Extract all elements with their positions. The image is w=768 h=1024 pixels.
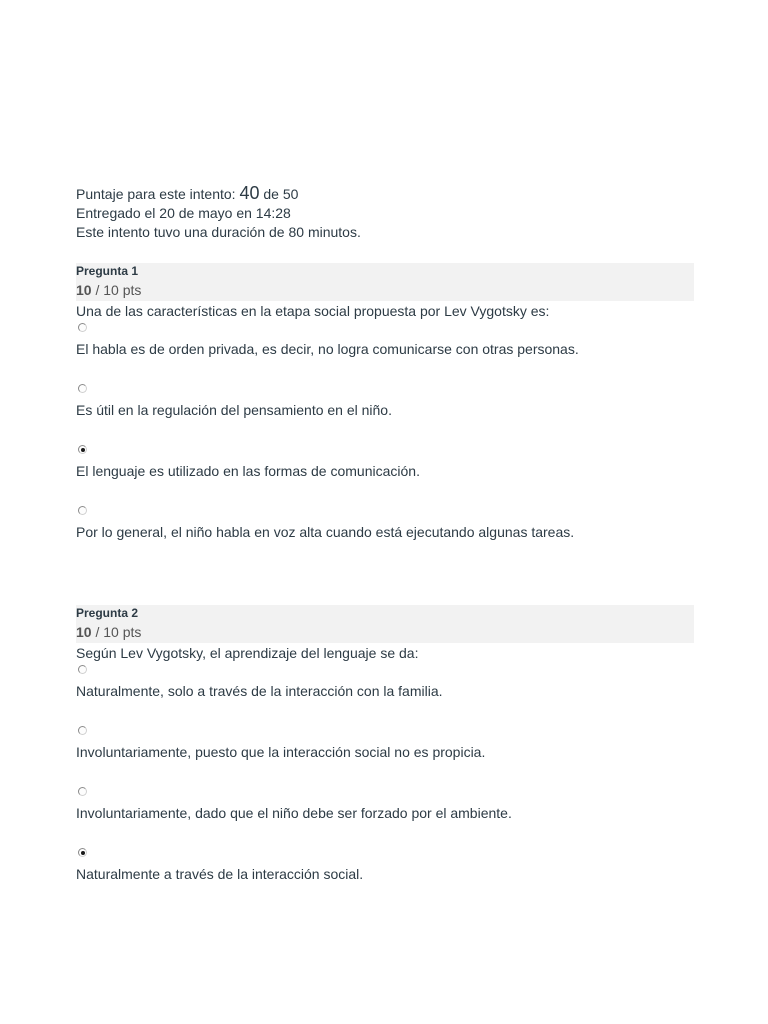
radio-button-selected[interactable] [78, 848, 87, 857]
answer-option[interactable] [76, 503, 694, 564]
radio-button[interactable] [78, 506, 87, 515]
points-possible: / 10 pts [95, 282, 142, 298]
radio-button[interactable] [78, 665, 87, 674]
answer-option[interactable] [76, 784, 694, 845]
radio-button[interactable] [78, 323, 87, 332]
score-line [76, 184, 694, 204]
score-value: 40 [239, 183, 260, 203]
score-total: de 50 [263, 186, 299, 202]
question-title: Pregunta 1 [76, 264, 139, 278]
question-2 [76, 605, 694, 906]
question-points [76, 624, 141, 640]
submitted-line: Entregado el 20 de mayo en 14:28 [76, 205, 291, 221]
radio-button[interactable] [78, 726, 87, 735]
answer-option[interactable] [76, 381, 694, 442]
answer-text: Es útil en la regulación del pensamiento en el niño. [76, 402, 392, 418]
radio-button[interactable] [78, 787, 87, 796]
answer-option-selected[interactable] [76, 845, 694, 906]
answer-text: Por lo general, el niño habla en voz alta cuando está ejecutando algunas tareas. [76, 524, 575, 540]
answer-text: Naturalmente, solo a través de la interacción con la familia. [76, 683, 443, 699]
answer-text: El habla es de orden privada, es decir, no logra comunicarse con otras personas. [76, 341, 579, 357]
question-text: Una de las características en la etapa social propuesta por Lev Vygotsky es: [76, 303, 550, 319]
radio-button-selected[interactable] [78, 445, 87, 454]
points-earned: 10 [76, 624, 92, 640]
radio-button[interactable] [78, 384, 87, 393]
question-header [76, 263, 694, 301]
points-possible: / 10 pts [95, 624, 142, 640]
answer-text: Involuntariamente, dado que el niño debe ser forzado por el ambiente. [76, 805, 512, 821]
question-header [76, 605, 694, 643]
answer-option[interactable] [76, 662, 694, 723]
points-earned: 10 [76, 282, 92, 298]
answer-text: El lenguaje es utilizado en las formas de comunicación. [76, 463, 420, 479]
answer-option[interactable] [76, 723, 694, 784]
question-points [76, 282, 141, 298]
question-title: Pregunta 2 [76, 606, 139, 620]
answer-option-selected[interactable] [76, 442, 694, 503]
answer-option[interactable] [76, 320, 694, 381]
question-1 [76, 263, 694, 564]
answer-text: Involuntariamente, puesto que la interacción social no es propicia. [76, 744, 486, 760]
duration-line: Este intento tuvo una duración de 80 minutos. [76, 224, 361, 240]
quiz-results [76, 184, 694, 906]
score-label: Puntaje para este intento: [76, 186, 236, 202]
question-text: Según Lev Vygotsky, el aprendizaje del lenguaje se da: [76, 645, 419, 661]
answer-text: Naturalmente a través de la interacción social. [76, 866, 364, 882]
